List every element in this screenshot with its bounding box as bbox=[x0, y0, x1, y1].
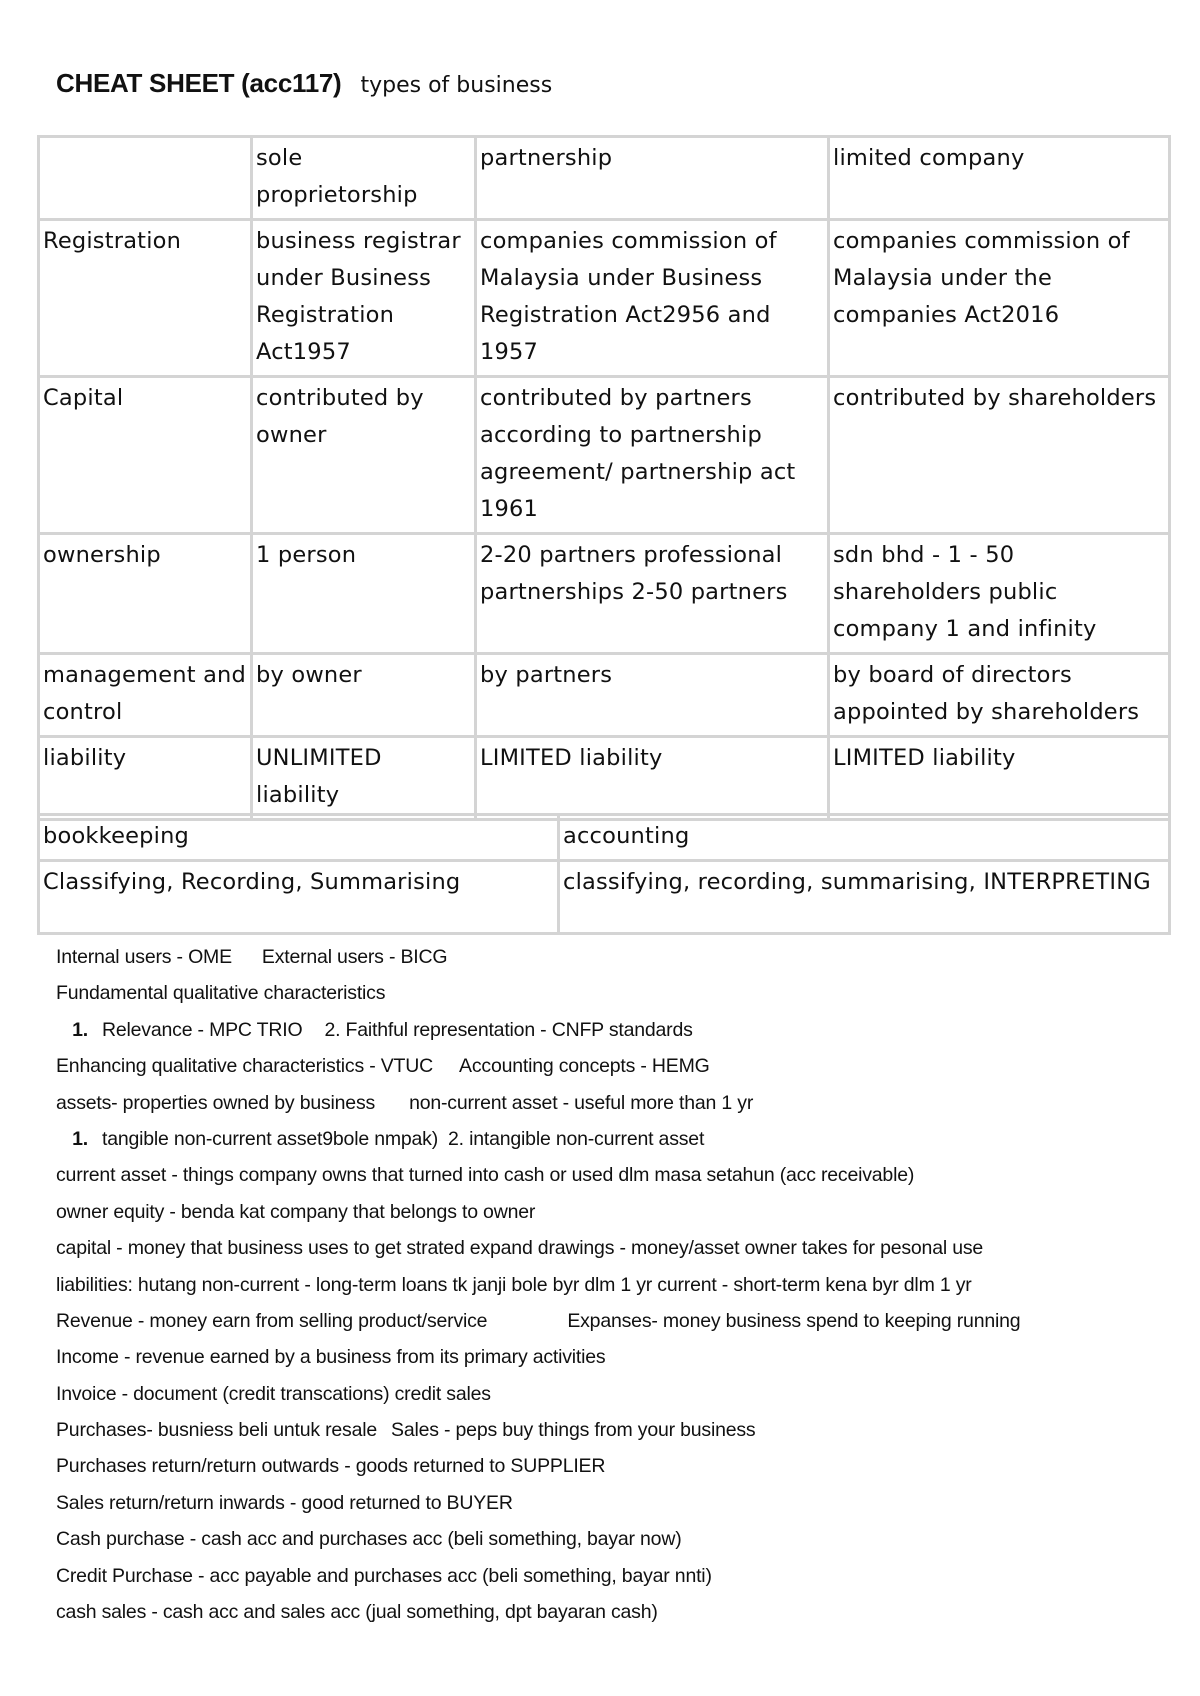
table-row bbox=[39, 534, 1170, 654]
note-assets: assets- properties owned by business bbox=[56, 1091, 376, 1114]
header-cell: accounting bbox=[559, 815, 1170, 861]
note-sales-return: Sales return/return inwards - good returned to BUYER bbox=[56, 1491, 513, 1514]
header-cell: bookkeeping bbox=[39, 815, 559, 861]
note-cash-purchase: Cash purchase - cash acc and purchases acc (beli something, bayar now) bbox=[56, 1528, 682, 1551]
note-line bbox=[56, 1303, 1186, 1339]
note-line bbox=[56, 1376, 1186, 1412]
note-line bbox=[56, 1085, 1186, 1121]
table-cell: contributed by owner bbox=[252, 377, 476, 534]
note-line bbox=[56, 1267, 1186, 1303]
note-capital-drawings: capital - money that business uses to get strated expand drawings - money/asset owner takes for pesonal use bbox=[56, 1237, 984, 1260]
note-line bbox=[56, 1448, 1186, 1484]
note-external-users: External users - BICG bbox=[261, 946, 448, 968]
note-line bbox=[56, 1048, 1186, 1084]
note-tangible: tangible non-current asset9bole nmpak) bbox=[102, 1127, 439, 1150]
table-row bbox=[39, 220, 1170, 377]
note-line bbox=[56, 1558, 1186, 1594]
note-line bbox=[56, 1194, 1186, 1230]
bookkeeping-table bbox=[37, 813, 1171, 935]
note-liabilities: liabilities: hutang non-current - long-term loans tk janji bole byr dlm 1 yr current - short-term kena byr dlm 1 yr bbox=[56, 1273, 972, 1296]
row-label: ownership bbox=[39, 534, 252, 654]
notes-section bbox=[56, 939, 1186, 1630]
note-revenue: Revenue - money earn from selling product/service bbox=[56, 1309, 488, 1332]
table-cell: LIMITED liability bbox=[829, 737, 1170, 820]
row-label: Registration bbox=[39, 220, 252, 377]
note-line bbox=[56, 1594, 1186, 1630]
table-cell: companies commission of Malaysia under the companies Act2016 bbox=[829, 220, 1170, 377]
note-line bbox=[56, 1121, 1186, 1157]
list-number: 1. bbox=[72, 1018, 88, 1041]
note-expanses: Expanses- money business spend to keeping running bbox=[567, 1309, 1021, 1332]
row-label: Capital bbox=[39, 377, 252, 534]
header-cell: limited company bbox=[829, 137, 1170, 220]
note-internal-users: Internal users - OME bbox=[56, 946, 232, 968]
note-line bbox=[56, 1521, 1186, 1557]
note-concepts: Accounting concepts - HEMG bbox=[459, 1055, 710, 1078]
table-cell: sdn bhd - 1 - 50 shareholders public company 1 and infinity bbox=[829, 534, 1170, 654]
table-row bbox=[39, 654, 1170, 737]
table-cell: Classifying, Recording, Summarising bbox=[39, 861, 559, 934]
note-faithful: 2. Faithful representation - CNFP standards bbox=[324, 1018, 693, 1041]
note-enhancing: Enhancing qualitative characteristics - VTUC bbox=[56, 1055, 434, 1078]
note-fundamental: Fundamental qualitative characteristics bbox=[56, 982, 386, 1005]
table-cell: UNLIMITED liability bbox=[252, 737, 476, 820]
note-invoice: Invoice - document (credit transcations) credit sales bbox=[56, 1382, 491, 1405]
table-cell: by owner bbox=[252, 654, 476, 737]
table-header-row bbox=[39, 815, 1170, 861]
table-header-row bbox=[39, 137, 1170, 220]
table-cell: companies commission of Malaysia under Business Registration Act2956 and 1957 bbox=[476, 220, 829, 377]
note-relevance: Relevance - MPC TRIO bbox=[102, 1018, 303, 1041]
note-intangible: 2. intangible non-current asset bbox=[448, 1127, 705, 1150]
table-cell: LIMITED liability bbox=[476, 737, 829, 820]
note-line bbox=[56, 1412, 1186, 1448]
header-cell: partnership bbox=[476, 137, 829, 220]
table-cell: contributed by shareholders bbox=[829, 377, 1170, 534]
table-cell: classifying, recording, summarising, INTERPRETING bbox=[559, 861, 1170, 934]
note-cash-sales: cash sales - cash acc and sales acc (jual something, dpt bayaran cash) bbox=[56, 1601, 658, 1624]
table-row bbox=[39, 737, 1170, 820]
note-purchases: Purchases- busniess beli untuk resale bbox=[56, 1419, 378, 1442]
note-current-asset: current asset - things company owns that turned into cash or used dlm masa setahun (acc receivable) bbox=[56, 1164, 915, 1187]
table-cell: contributed by partners according to partnership agreement/ partnership act 1961 bbox=[476, 377, 829, 534]
note-credit-purchase: Credit Purchase - acc payable and purchases acc (beli something, bayar nnti) bbox=[56, 1564, 712, 1587]
note-line bbox=[56, 975, 1186, 1011]
table-row bbox=[39, 861, 1170, 934]
page-title bbox=[56, 68, 552, 99]
note-line bbox=[56, 1230, 1186, 1266]
table-cell: by board of directors appointed by shareholders bbox=[829, 654, 1170, 737]
title-subtitle: types of business bbox=[360, 73, 553, 98]
note-owner-equity: owner equity - benda kat company that belongs to owner bbox=[56, 1200, 536, 1223]
note-sales: Sales - peps buy things from your business bbox=[391, 1419, 756, 1442]
title-main: CHEAT SHEET (acc117) bbox=[56, 68, 342, 98]
note-line bbox=[56, 1485, 1186, 1521]
note-purchases-return: Purchases return/return outwards - goods returned to SUPPLIER bbox=[56, 1455, 606, 1478]
header-cell bbox=[39, 137, 252, 220]
table-cell: 1 person bbox=[252, 534, 476, 654]
business-types-table bbox=[37, 135, 1171, 821]
note-noncurrent: non-current asset - useful more than 1 yr bbox=[409, 1091, 754, 1114]
list-number: 1. bbox=[72, 1127, 88, 1150]
table-row bbox=[39, 377, 1170, 534]
row-label: liability bbox=[39, 737, 252, 820]
table-cell: 2-20 partners professional partnerships 2-50 partners bbox=[476, 534, 829, 654]
row-label: management and control bbox=[39, 654, 252, 737]
note-line bbox=[56, 1012, 1186, 1048]
table-cell: by partners bbox=[476, 654, 829, 737]
note-line bbox=[56, 1157, 1186, 1193]
table-cell: business registrar under Business Registration Act1957 bbox=[252, 220, 476, 377]
note-line bbox=[56, 939, 1186, 975]
note-line bbox=[56, 1339, 1186, 1375]
note-income: Income - revenue earned by a business from its primary activities bbox=[56, 1346, 606, 1369]
header-cell: sole proprietorship bbox=[252, 137, 476, 220]
